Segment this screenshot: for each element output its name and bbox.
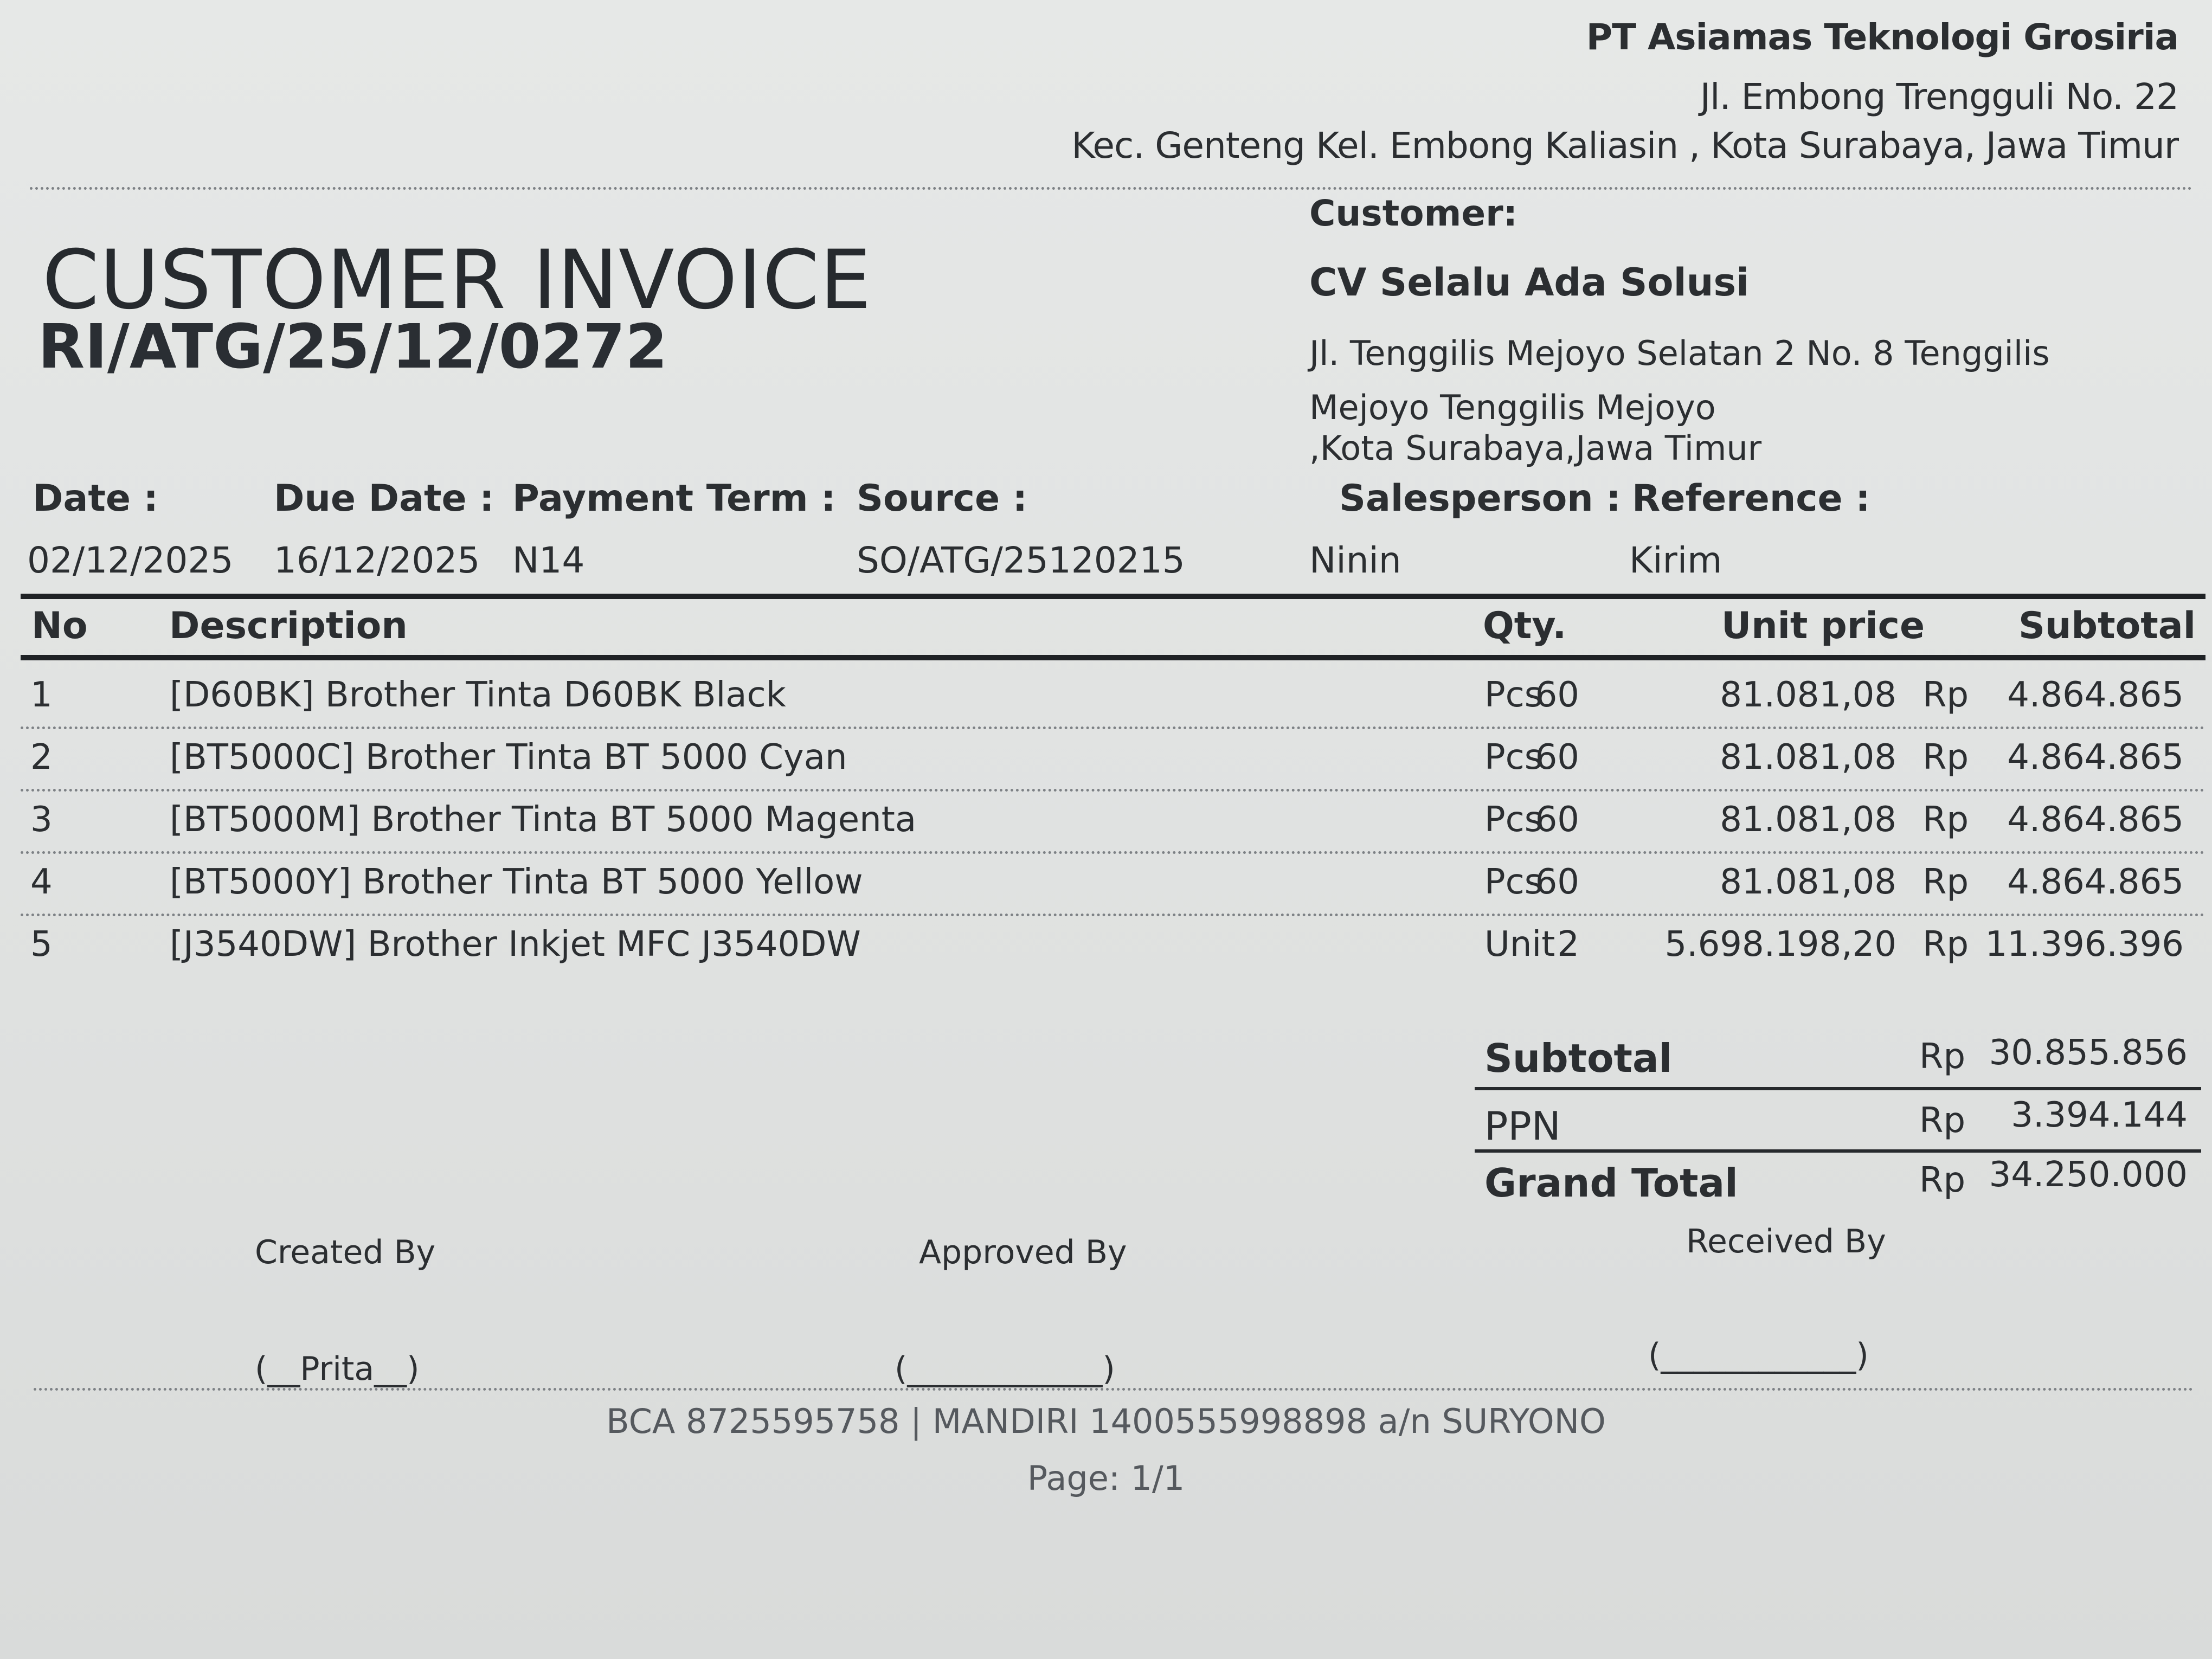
ppn-currency: Rp: [1919, 1101, 1966, 1141]
ppn-label: PPN: [1484, 1103, 1561, 1149]
invoice-title: CUSTOMER INVOICE: [42, 233, 872, 327]
footer-divider: [34, 1388, 2194, 1391]
row-subtotal: 11.396.396: [1985, 924, 2184, 964]
subtotal-currency: Rp: [1919, 1037, 1966, 1077]
received-by-label: Received By: [1686, 1223, 1886, 1261]
invoice-number: RI/ATG/25/12/0272: [38, 312, 668, 382]
approved-by-signature: (____________): [895, 1350, 1115, 1388]
column-header-description: Description: [169, 605, 408, 647]
customer-address-line: ,Kota Surabaya,Jawa Timur: [1309, 428, 1762, 468]
row-currency: Rp: [1922, 737, 1969, 777]
header-divider: [30, 187, 2193, 190]
created-by-signature: (__Prita__): [255, 1350, 420, 1388]
row-currency: Rp: [1922, 800, 1969, 840]
subtotal-label: Subtotal: [1484, 1036, 1673, 1081]
row-qty: 60: [1535, 737, 1579, 777]
company-address-line2: Kec. Genteng Kel. Embong Kaliasin , Kota Surabaya, Jawa Timur: [1071, 125, 2178, 166]
row-description: [J3540DW] Brother Inkjet MFC J3540DW: [170, 924, 861, 964]
company-name: PT Asiamas Teknologi Grosiria: [1586, 16, 2178, 58]
customer-address-line: Mejoyo Tenggilis Mejoyo: [1309, 388, 1716, 427]
bank-info: BCA 8725595758 | MANDIRI 1400555998898 a/n SURYONO: [606, 1401, 1606, 1441]
table-row: [21, 664, 2205, 729]
payment-term-label: Payment Term :: [512, 477, 836, 520]
row-unit-price: 5.698.198,20: [1664, 924, 1896, 964]
customer-address-line: Jl. Tenggilis Mejoyo Selatan 2 No. 8 Tenggilis: [1309, 333, 2050, 373]
row-uom: Pcs: [1484, 800, 1543, 840]
received-by-signature: (____________): [1648, 1336, 1869, 1374]
row-description: [BT5000C] Brother Tinta BT 5000 Cyan: [170, 737, 847, 777]
row-unit-price: 81.081,08: [1720, 737, 1896, 777]
totals-rule: [1475, 1087, 2201, 1090]
reference-label: Reference :: [1632, 477, 1870, 520]
row-description: [D60BK] Brother Tinta D60BK Black: [170, 675, 786, 715]
ppn-value: 3.394.144: [2011, 1095, 2188, 1135]
reference-value: Kirim: [1629, 539, 1722, 581]
row-currency: Rp: [1922, 924, 1969, 964]
row-no: 3: [30, 800, 53, 840]
source-label: Source :: [857, 477, 1027, 520]
page-number: Page: 1/1: [1027, 1458, 1185, 1498]
row-currency: Rp: [1922, 862, 1969, 902]
date-value: 02/12/2025: [27, 539, 234, 581]
table-row: [21, 851, 2205, 916]
created-by-label: Created By: [255, 1233, 436, 1271]
row-unit-price: 81.081,08: [1720, 862, 1896, 902]
row-qty: 60: [1535, 862, 1579, 902]
due-date-label: Due Date :: [274, 477, 494, 520]
payment-term-value: N14: [512, 539, 585, 581]
column-header-qty: Qty.: [1483, 605, 1567, 647]
approved-by-label: Approved By: [919, 1233, 1127, 1271]
row-qty: 2: [1557, 924, 1579, 964]
company-address-line1: Jl. Embong Trengguli No. 22: [1700, 76, 2178, 118]
row-uom: Unit: [1484, 924, 1555, 964]
grand-total-currency: Rp: [1919, 1160, 1966, 1200]
totals-rule: [1475, 1149, 2201, 1153]
column-header-subtotal: Subtotal: [2018, 605, 2196, 647]
date-label: Date :: [33, 477, 158, 520]
source-value: SO/ATG/25120215: [857, 539, 1185, 581]
column-header-unit-price: Unit price: [1721, 605, 1925, 647]
row-uom: Pcs: [1484, 862, 1543, 902]
due-date-value: 16/12/2025: [274, 539, 480, 581]
table-row: [21, 789, 2205, 854]
row-no: 2: [30, 737, 53, 777]
table-top-rule: [21, 594, 2205, 599]
row-unit-price: 81.081,08: [1720, 800, 1896, 840]
customer-label: Customer:: [1309, 192, 1518, 234]
row-qty: 60: [1535, 675, 1579, 715]
salesperson-label: Salesperson :: [1339, 477, 1621, 520]
row-uom: Pcs: [1484, 737, 1543, 777]
row-no: 4: [30, 862, 53, 902]
grand-total-label: Grand Total: [1484, 1160, 1738, 1206]
row-subtotal: 4.864.865: [2007, 675, 2184, 715]
row-no: 1: [30, 675, 53, 715]
salesperson-value: Ninin: [1309, 539, 1401, 581]
customer-name: CV Selalu Ada Solusi: [1309, 260, 1750, 305]
row-qty: 60: [1535, 800, 1579, 840]
subtotal-value: 30.855.856: [1989, 1033, 2188, 1073]
table-row: [21, 726, 2205, 792]
row-description: [BT5000Y] Brother Tinta BT 5000 Yellow: [170, 862, 863, 902]
table-row: [21, 914, 2205, 976]
row-subtotal: 4.864.865: [2007, 800, 2184, 840]
row-subtotal: 4.864.865: [2007, 737, 2184, 777]
column-header-no: No: [31, 605, 88, 647]
row-unit-price: 81.081,08: [1720, 675, 1896, 715]
row-description: [BT5000M] Brother Tinta BT 5000 Magenta: [170, 800, 917, 840]
grand-total-value: 34.250.000: [1989, 1155, 2188, 1195]
row-currency: Rp: [1922, 675, 1969, 715]
row-subtotal: 4.864.865: [2007, 862, 2184, 902]
row-no: 5: [30, 924, 53, 964]
table-header-rule: [21, 655, 2205, 660]
row-uom: Pcs: [1484, 675, 1543, 715]
